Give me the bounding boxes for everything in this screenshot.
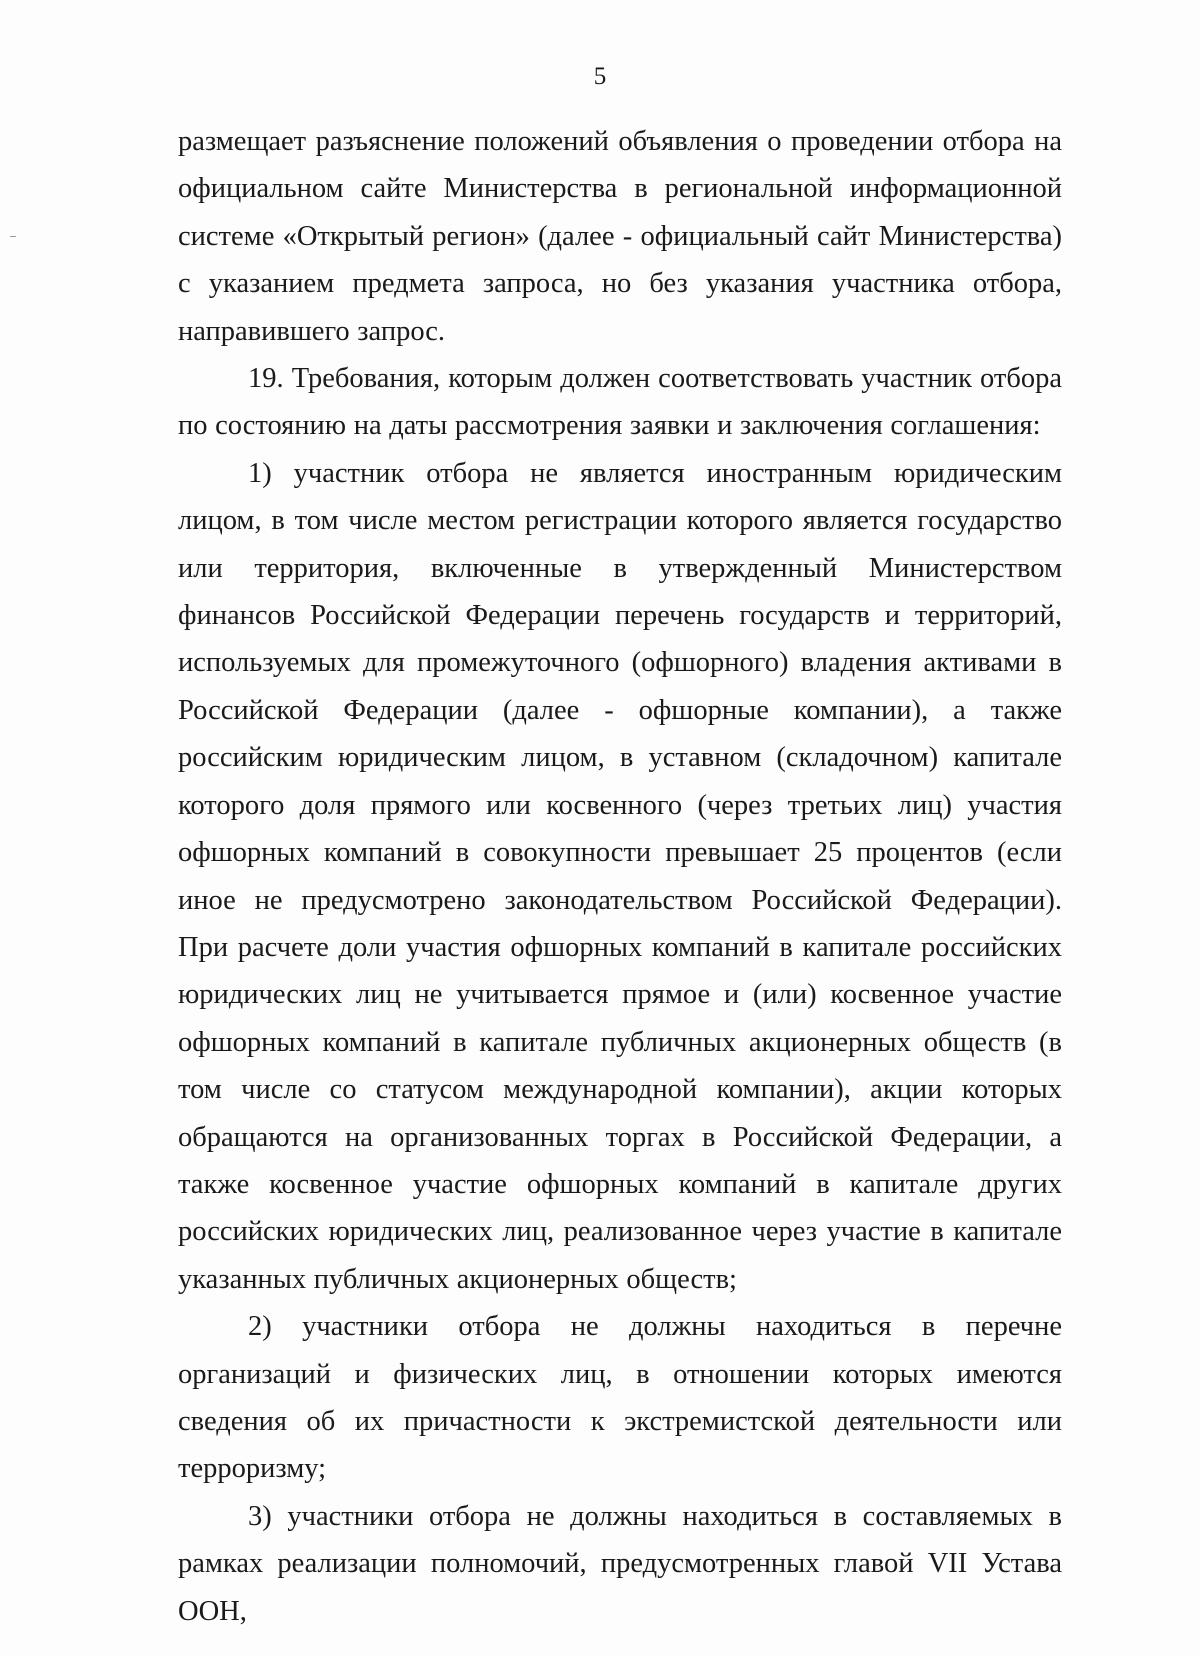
paragraph-requirement-2: 2) участники отбора не должны находиться в перечне организаций и физических лиц, в отношении которых имеются сведения об их причастности к экстремистской деятельности или терроризму;: [178, 1311, 1062, 1485]
paragraph-requirement-3: 3) участники отбора не должны находиться в составляемых в рамках реализации полномочий, предусмотренных главой VII Устава ООН,: [178, 1500, 1062, 1627]
document-body: [178, 118, 1062, 1635]
paragraph-item-19: 19. Требования, которым должен соответствовать участник отбора по состоянию на даты рассмотрения заявки и заключения соглашения:: [178, 363, 1062, 442]
paragraph-clarification-continuation: размещает разъяснение положений объявления о проведении отбора на официальном сайте Министерства в региональной информационной системе «Открытый регион» (далее - официальный сайт Министерства) с указанием предмета запроса, но без указания участника отбора, направившего запрос.: [178, 126, 1062, 347]
scan-margin-mark: [10, 236, 16, 237]
paragraph-requirement-1: 1) участник отбора не является иностранным юридическим лицом, в том числе местом регистрации которого является государство или территория, включенные в утвержденный Министерством финансов Российской Федерации перечень государств и территорий, используемых для промежуточного (офшорного) владения активами в Российской Федерации (далее - офшорные компании), а также российским юридическим лицом, в уставном (складочном) капитале которого доля прямого или косвенного (через третьих лиц) участия офшорных компаний в совокупности превышает 25 процентов (если иное не предусмотрено законодательством Российской Федерации). При расчете доли участия офшорных компаний в капитале российских юридических лиц не учитывается прямое и (или) косвенное участие офшорных компаний в капитале публичных акционерных обществ (в том числе со статусом международной компании), акции которых обращаются на организованных торгах в Российской Федерации, а также косвенное участие офшорных компаний в капитале других российских юридических лиц, реализованное через участие в капитале указанных публичных акционерных обществ;: [178, 457, 1062, 1295]
page-number: 5: [593, 63, 607, 90]
